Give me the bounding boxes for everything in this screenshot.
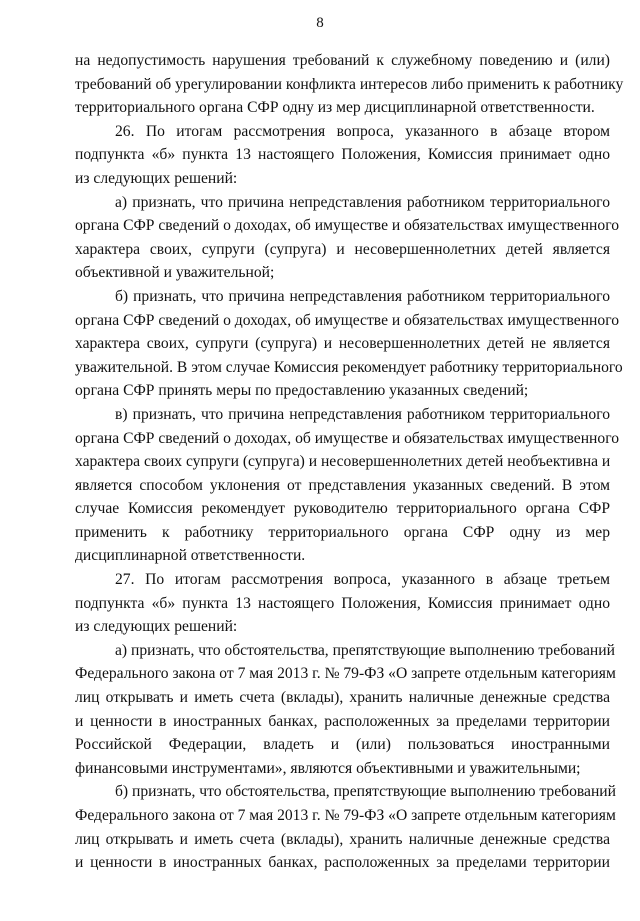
item-v-start: в) признать, что причина непредставления работником территориального xyxy=(115,405,610,423)
text-line: органа СФР принять меры по предоставлению указанных сведений; xyxy=(75,382,529,400)
text-line: финансовыми инструментами», являются объективными и уважительными; xyxy=(75,759,581,777)
page-number: 8 xyxy=(316,15,324,31)
text-line: случае Комиссия рекомендует руководителю территориального органа СФР xyxy=(75,500,610,518)
text-line: характера своих, супруги (супруга) и несовершеннолетних детей является xyxy=(75,240,610,258)
document-body xyxy=(75,49,624,875)
text-line: дисциплинарной ответственности. xyxy=(75,547,306,565)
item-b-start: б) признать, что причина непредставления работником территориального xyxy=(115,287,610,305)
text-line: на недопустимость нарушения требований к служебному поведению и (или) xyxy=(75,52,610,69)
text-line: характера своих супруги (супруга) и несовершеннолетних детей необъективна и xyxy=(75,453,611,471)
item-a-start: а) признать, что причина непредставления работником территориального xyxy=(115,193,610,211)
text-line: подпункта «б» пункта 13 настоящего Положения, Комиссия принимает одно xyxy=(75,594,610,612)
text-line: подпункта «б» пункта 13 настоящего Положения, Комиссия принимает одно xyxy=(75,146,610,164)
text-line: Российской Федерации, владеть и (или) пользоваться иностранными xyxy=(75,736,610,754)
text-line: лиц открывать и иметь счета (вклады), хранить наличные денежные средства xyxy=(75,689,610,707)
text-line: является способом уклонения от представления указанных сведений. В этом xyxy=(75,476,610,494)
text-line: Федерального закона от 7 мая 2013 г. № 79-ФЗ «О запрете отдельным категориям xyxy=(75,665,616,683)
text-line: органа СФР сведений о доходах, об имуществе и обязательствах имущественного xyxy=(75,311,620,329)
text-line: уважительной. В этом случае Комиссия рекомендует работнику территориального xyxy=(75,358,623,376)
text-line: Федерального закона от 7 мая 2013 г. № 79-ФЗ «О запрете отдельным категориям xyxy=(75,807,616,824)
item-b-start: б) признать, что обстоятельства, препятствующие выполнению требований xyxy=(115,783,616,801)
paragraph-27-start: 27. По итогам рассмотрения вопроса, указанного в абзаце третьем xyxy=(115,571,610,589)
paragraph-26-start: 26. По итогам рассмотрения вопроса, указанного в абзаце втором xyxy=(115,122,610,140)
text-line: органа СФР сведений о доходах, об имуществе и обязательствах имущественного xyxy=(75,217,620,235)
text-line: из следующих решений: xyxy=(75,169,238,187)
text-line: объективной и уважительной; xyxy=(75,264,275,282)
text-line: территориального органа СФР одну из мер дисциплинарной ответственности. xyxy=(75,99,595,117)
text-line: и ценности в иностранных банках, расположенных за пределами территории xyxy=(75,854,610,872)
text-line: и ценности в иностранных банках, расположенных за пределами территории xyxy=(75,712,610,730)
item-a-start: а) признать, что обстоятельства, препятствующие выполнению требований xyxy=(115,641,615,659)
text-line: требований об урегулировании конфликта интересов либо применить к работнику xyxy=(75,75,624,93)
text-line: из следующих решений: xyxy=(75,618,238,636)
text-line: органа СФР сведений о доходах, об имуществе и обязательствах имущественного xyxy=(75,429,620,447)
text-line: характера своих, супруги (супруга) и несовершеннолетних детей не является xyxy=(75,335,610,353)
text-line: лиц открывать и иметь счета (вклады), хранить наличные денежные средства xyxy=(75,830,610,848)
text-line: применить к работнику территориального органа СФР одну из мер xyxy=(75,523,610,541)
